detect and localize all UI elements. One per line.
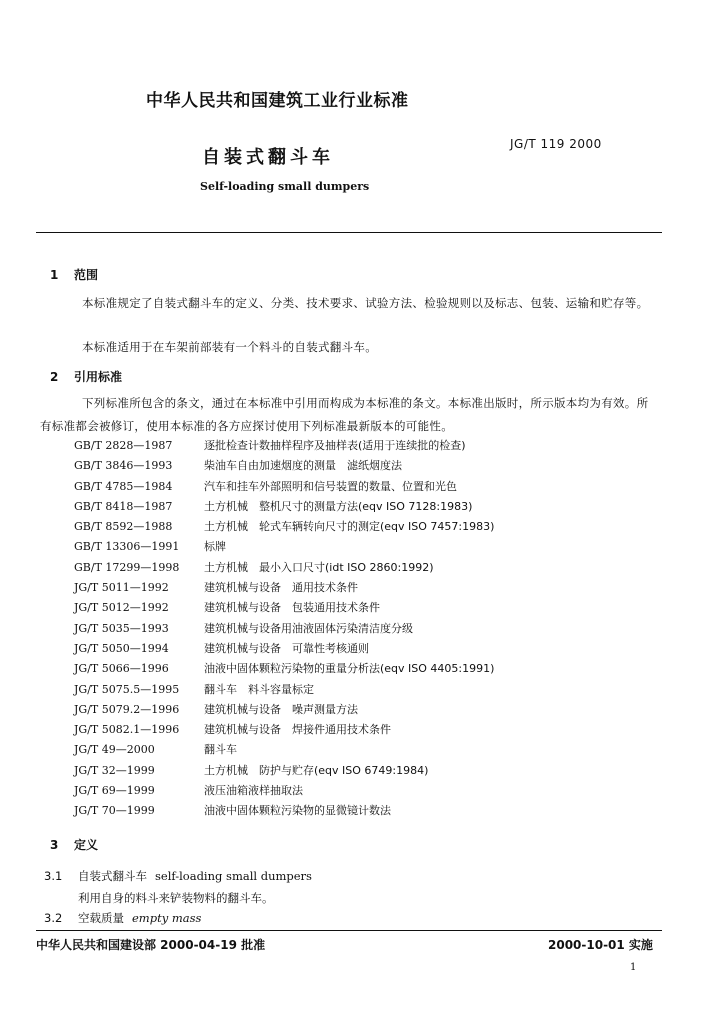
reference-title: 逐批检查计数抽样程序及抽样表(适用于连续批的检查) bbox=[204, 439, 466, 452]
definition-number: 3.2 bbox=[44, 911, 63, 925]
footer-divider bbox=[36, 930, 662, 931]
reference-code: JG/T 5050—1994 bbox=[74, 641, 169, 655]
reference-code: JG/T 5082.1—1996 bbox=[74, 723, 180, 737]
reference-title: 建筑机械与设备 可靠性考核通则 bbox=[204, 641, 369, 655]
reference-code: JG/T 32—1999 bbox=[74, 763, 155, 777]
reference-title: 汽车和挂车外部照明和信号装置的数量、位置和光色 bbox=[204, 479, 457, 493]
reference-item bbox=[74, 720, 494, 740]
reference-code: JG/T 5075.5—1995 bbox=[74, 682, 180, 696]
reference-code: JG/T 49—2000 bbox=[74, 743, 155, 757]
definition-term-cn: 自装式翻斗车 bbox=[78, 869, 147, 883]
definition-term-en: empty mass bbox=[132, 911, 202, 925]
reference-code: GB/T 2828—1987 bbox=[74, 439, 173, 452]
definition-term-en: self-loading small dumpers bbox=[155, 869, 312, 883]
page-number: 1 bbox=[630, 962, 637, 973]
reference-title: 标牌 bbox=[204, 540, 226, 554]
reference-code: GB/T 8592—1988 bbox=[74, 520, 173, 534]
approval-line: 中华人民共和国建设部 2000-04-19 批准 bbox=[36, 938, 266, 952]
reference-code: JG/T 70—1999 bbox=[74, 804, 155, 818]
reference-code: GB/T 8418—1987 bbox=[74, 499, 173, 513]
standard-title-en: Self-loading small dumpers bbox=[200, 180, 370, 193]
reference-item bbox=[74, 680, 494, 700]
section-3-heading bbox=[50, 836, 98, 853]
reference-item bbox=[74, 761, 494, 781]
reference-code: JG/T 5066—1996 bbox=[74, 662, 169, 676]
reference-code: JG/T 5079.2—1996 bbox=[74, 702, 180, 716]
reference-title: 翻斗车 bbox=[204, 743, 237, 757]
definition-3-1-description: 利用自身的料斗来铲装物料的翻斗车。 bbox=[78, 891, 274, 905]
reference-item bbox=[74, 619, 494, 639]
section-2-number: 2 bbox=[50, 370, 59, 384]
standard-title-cn: 自装式翻斗车 bbox=[202, 147, 334, 168]
reference-item bbox=[74, 801, 494, 821]
reference-title: 柴油车自由加速烟度的测量 滤纸烟度法 bbox=[204, 459, 402, 473]
reference-title: 建筑机械与设备 包装通用技术条件 bbox=[204, 601, 380, 615]
section-3-number: 3 bbox=[50, 838, 59, 852]
reference-title: 油液中固体颗粒污染物的显微镜计数法 bbox=[204, 804, 391, 818]
reference-item bbox=[74, 598, 494, 618]
section-1-heading bbox=[50, 266, 98, 283]
section-2-paragraph: 下列标准所包含的条文，通过在本标准中引用而构成为本标准的条文。本标准出版时，所示版本均为有效。所有标准都会被修订，使用本标准的各方应探讨使用下列标准最新版本的可能性。 bbox=[40, 396, 649, 433]
reference-item bbox=[74, 537, 494, 557]
section-1-number: 1 bbox=[50, 268, 59, 282]
definition-number: 3.1 bbox=[44, 869, 63, 883]
reference-code: GB/T 3846—1993 bbox=[74, 459, 173, 473]
reference-item bbox=[74, 740, 494, 760]
reference-title: 土方机械 防护与贮存(eqv ISO 6749:1984) bbox=[204, 763, 429, 777]
section-1-paragraph-1: 本标准规定了自装式翻斗车的定义、分类、技术要求、试验方法、检验规则以及标志、包装、运输和贮存等。 bbox=[82, 296, 649, 310]
reference-title: 建筑机械与设备 通用技术条件 bbox=[204, 581, 358, 595]
reference-code: JG/T 5035—1993 bbox=[74, 621, 169, 635]
section-2-title: 引用标准 bbox=[74, 370, 123, 384]
reference-item bbox=[74, 456, 494, 476]
normative-references-list bbox=[74, 436, 494, 822]
section-3-title: 定义 bbox=[74, 838, 99, 852]
reference-item bbox=[74, 578, 494, 598]
section-2-heading bbox=[50, 368, 122, 385]
issuing-body-header: 中华人民共和国建筑工业行业标准 bbox=[146, 91, 409, 111]
reference-item bbox=[74, 659, 494, 679]
reference-code: JG/T 5012—1992 bbox=[74, 601, 169, 615]
standard-code: JG/T 119 2000 bbox=[510, 137, 602, 151]
reference-item bbox=[74, 639, 494, 659]
reference-title: 油液中固体颗粒污染物的重量分析法(eqv ISO 4405:1991) bbox=[204, 662, 495, 676]
header-divider bbox=[36, 232, 662, 233]
reference-title: 翻斗车 料斗容量标定 bbox=[204, 682, 314, 696]
reference-item bbox=[74, 477, 494, 497]
reference-item bbox=[74, 558, 494, 578]
implementation-date: 2000-10-01 实施 bbox=[548, 938, 653, 952]
reference-item bbox=[74, 436, 494, 456]
reference-item bbox=[74, 700, 494, 720]
reference-title: 土方机械 最小入口尺寸(idt ISO 2860:1992) bbox=[204, 560, 434, 574]
reference-title: 建筑机械与设备 焊接件通用技术条件 bbox=[204, 723, 391, 737]
reference-code: JG/T 5011—1992 bbox=[74, 581, 169, 595]
definition-3-2 bbox=[44, 910, 201, 926]
reference-code: GB/T 13306—1991 bbox=[74, 540, 180, 554]
section-1-title: 范围 bbox=[74, 268, 99, 282]
reference-title: 建筑机械与设备用油液固体污染清洁度分级 bbox=[204, 621, 413, 635]
reference-title: 液压油箱液样抽取法 bbox=[204, 784, 303, 798]
reference-code: JG/T 69—1999 bbox=[74, 784, 155, 798]
reference-title: 建筑机械与设备 噪声测量方法 bbox=[204, 702, 358, 716]
reference-title: 土方机械 整机尺寸的测量方法(eqv ISO 7128:1983) bbox=[204, 499, 473, 513]
reference-code: GB/T 17299—1998 bbox=[74, 560, 180, 574]
reference-item bbox=[74, 781, 494, 801]
definition-3-1 bbox=[44, 868, 312, 884]
reference-item bbox=[74, 497, 494, 517]
reference-code: GB/T 4785—1984 bbox=[74, 479, 173, 493]
definition-term-cn: 空载质量 bbox=[78, 911, 124, 925]
section-1-paragraph-2: 本标准适用于在车架前部装有一个料斗的自装式翻斗车。 bbox=[82, 340, 377, 354]
reference-title: 土方机械 轮式车辆转向尺寸的测定(eqv ISO 7457:1983) bbox=[204, 520, 495, 534]
reference-item bbox=[74, 517, 494, 537]
